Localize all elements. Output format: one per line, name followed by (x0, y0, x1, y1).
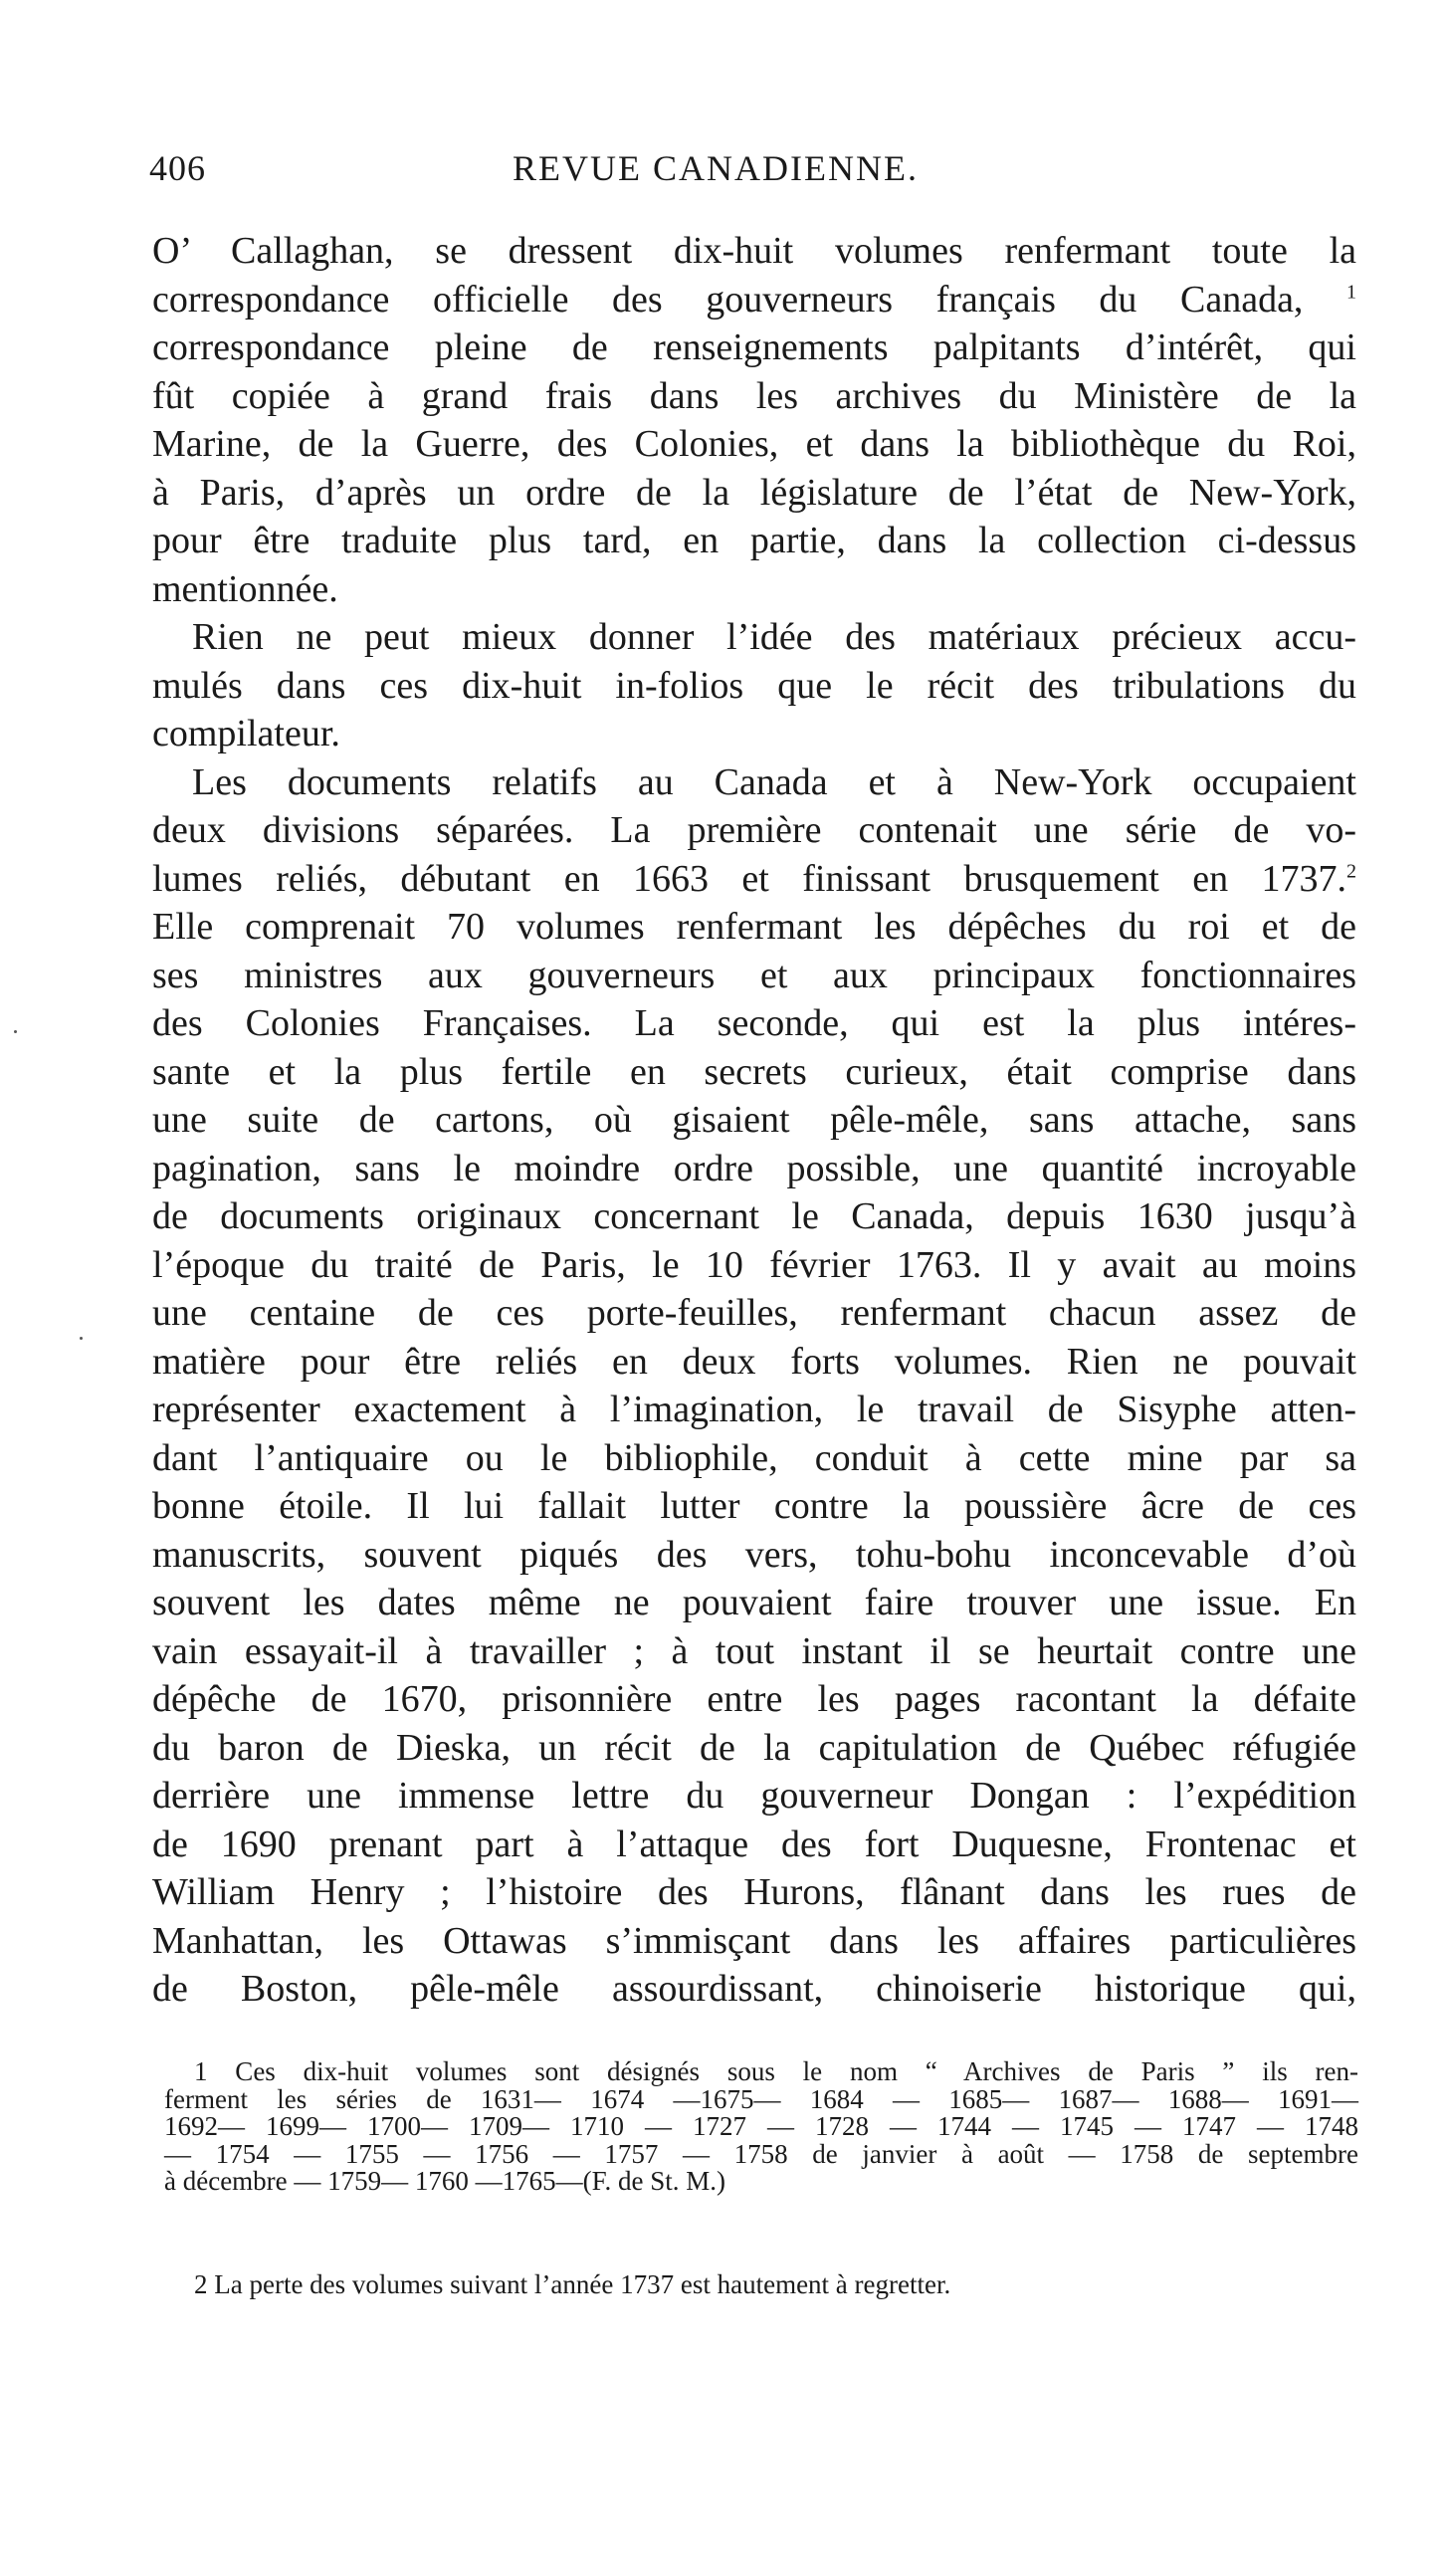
text-line: de Boston, pêle-mêle assourdissant, chinoiserie historique qui, (152, 1968, 1356, 2010)
text-line: l’époque du traité de Paris, le 10 février 1763. Il y avait au moins (152, 1243, 1356, 1286)
page-header (149, 147, 1358, 197)
text-line: du baron de Dieska, un récit de la capitulation de Québec réfugiée (152, 1726, 1356, 1769)
text-line: fût copiée à grand frais dans les archives du Ministère de la (152, 374, 1356, 417)
text-line: sante et la plus fertile en secrets curieux, était comprise dans (152, 1050, 1356, 1093)
footnote-marker: 1 (1346, 280, 1356, 303)
text-line: pagination, sans le moindre ordre possible, une quantité incroyable (152, 1147, 1356, 1189)
text-line: compilateur. (152, 713, 340, 754)
text-line: des Colonies Françaises. La seconde, qui est la plus intéres- (152, 1002, 1356, 1044)
footnote-1 (164, 2058, 1358, 2196)
text-line (152, 855, 1356, 904)
text-line: matière pour être reliés en deux forts volumes. Rien ne pouvait (152, 1340, 1356, 1383)
text-line: mulés dans ces dix-huit in-folios que le récit des tribulations du (152, 664, 1356, 707)
text-line: pour être traduite plus tard, en partie, dans la collection ci-dessus (152, 520, 1356, 561)
text-line: de 1690 prenant part à l’attaque des fort Duquesne, Frontenac et (152, 1823, 1356, 1865)
text-line: Elle comprenait 70 volumes renfermant les dépêches du roi et de (152, 906, 1356, 948)
text-line: une centaine de ces porte-feuilles, renfermant chacun assez de (152, 1292, 1356, 1334)
footnote-line: 1692— 1699— 1700— 1709— 1710 — 1727 — 1728 — 1744 — 1745 — 1747 — 1748 (164, 2111, 1358, 2141)
page-number: 406 (149, 148, 206, 188)
text-line: à Paris, d’après un ordre de la législature de l’état de New-York, (152, 471, 1356, 514)
footnote-2: 2 La perte des volumes suivant l’année 1737 est hautement à regretter. (194, 2269, 951, 2299)
text-line: dant l’antiquaire ou le bibliophile, conduit à cette mine par sa (152, 1436, 1356, 1479)
footnote-marker: 2 (1346, 859, 1356, 882)
text-line: O’ Callaghan, se dressent dix-huit volumes renfermant toute la (152, 230, 1356, 272)
text-line: ses ministres aux gouverneurs et aux principaux fonctionnaires (152, 954, 1356, 996)
text-line: représenter exactement à l’imagination, le travail de Sisyphe atten- (152, 1389, 1356, 1430)
text-line-content: correspondance officielle des gouverneurs français du Canada, (152, 278, 1304, 321)
text-line: vain essayait-il à travailler ; à tout instant il se heurtait contre une (152, 1629, 1356, 1672)
scan-speck (80, 1337, 83, 1340)
text-line: deux divisions séparées. La première contenait une série de vo- (152, 809, 1356, 851)
text-line: de documents originaux concernant le Canada, depuis 1630 jusqu’à (152, 1195, 1356, 1237)
scan-speck (14, 1030, 17, 1033)
text-line: Manhattan, les Ottawas s’immisçant dans les affaires particulières (152, 1919, 1356, 1962)
text-line: Rien ne peut mieux donner l’idée des matériaux précieux accu- (192, 616, 1356, 658)
text-line-content: lumes reliés, débutant en 1663 et finissant brusquement en 1737. (152, 857, 1346, 900)
text-line: manuscrits, souvent piqués des vers, tohu-bohu inconcevable d’où (152, 1533, 1356, 1576)
footnote-line: — 1754 — 1755 — 1756 — 1757 — 1758 de janvier à août — 1758 de septembre (164, 2138, 1358, 2169)
text-line: Marine, de la Guerre, des Colonies, et dans la bibliothèque du Roi, (152, 423, 1356, 465)
running-title: REVUE CANADIENNE. (513, 148, 919, 188)
text-line: William Henry ; l’histoire des Hurons, flânant dans les rues de (152, 1871, 1356, 1913)
text-line (152, 276, 1356, 324)
footnote-line: ferment les séries de 1631— 1674 —1675— 1684 — 1685— 1687— 1688— 1691— (164, 2083, 1358, 2114)
body-text (152, 227, 1356, 2014)
text-line: une suite de cartons, où gisaient pêle-mêle, sans attache, sans (152, 1099, 1356, 1141)
text-line: Les documents relatifs au Canada et à New-York occupaient (192, 760, 1356, 803)
text-line: mentionnée. (152, 567, 338, 610)
text-line: souvent les dates même ne pouvaient faire trouver une issue. En (152, 1582, 1356, 1623)
text-line: bonne étoile. Il lui fallait lutter contre la poussière âcre de ces (152, 1485, 1356, 1527)
text-line: derrière une immense lettre du gouverneur Dongan : l’expédition (152, 1775, 1356, 1817)
text-line: correspondance pleine de renseignements palpitants d’intérêt, qui (152, 326, 1356, 368)
text-line: dépêche de 1670, prisonnière entre les pages racontant la défaite (152, 1678, 1356, 1720)
footnote-line: à décembre — 1759— 1760 —1765—(F. de St. M.) (164, 2166, 726, 2196)
footnote-line: 1 Ces dix-huit volumes sont désignés sous le nom “ Archives de Paris ” ils ren- (194, 2056, 1358, 2086)
